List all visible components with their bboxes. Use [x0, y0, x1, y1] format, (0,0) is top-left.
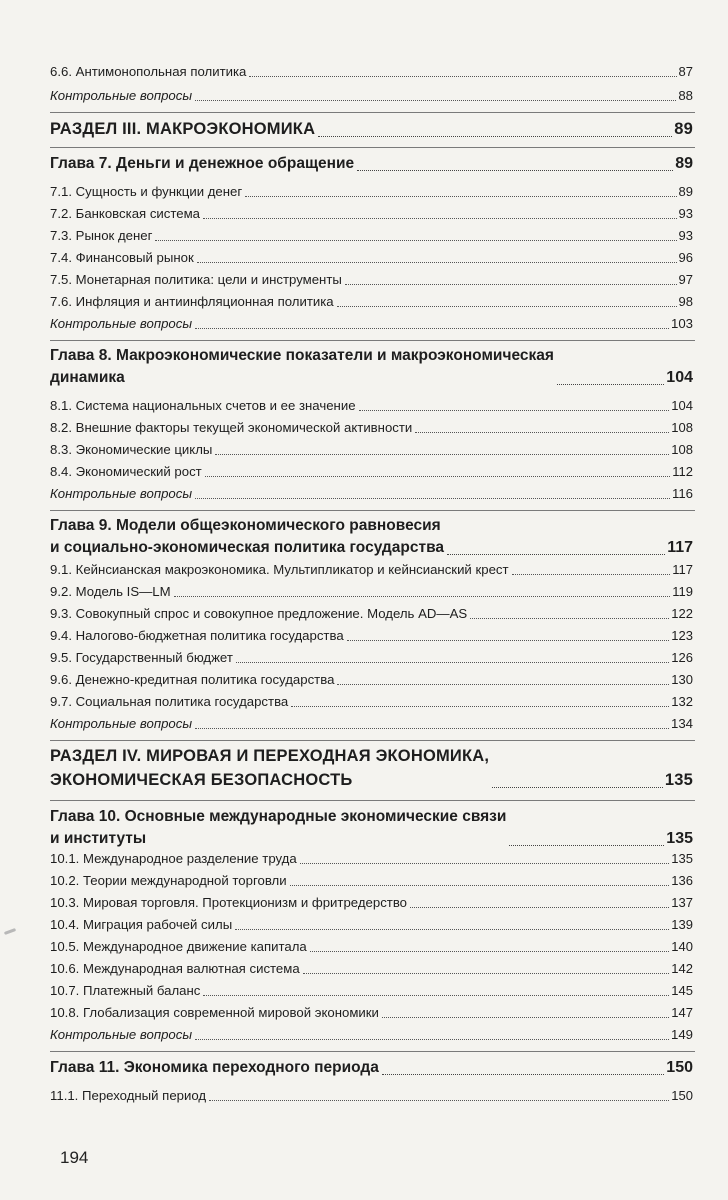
toc-page-number: 130	[671, 672, 693, 687]
toc-entry-title: Контрольные вопросы	[50, 1027, 193, 1042]
section-divider	[50, 340, 695, 341]
dot-leader	[337, 306, 677, 307]
toc-entry-title: 7.5. Монетарная политика: цели и инструменты	[50, 272, 342, 287]
toc-page-number: 139	[671, 917, 693, 932]
toc-subsection[interactable]	[50, 672, 693, 688]
toc-questions[interactable]	[50, 486, 693, 502]
toc-chapter[interactable]	[50, 1057, 693, 1079]
toc-subsection[interactable]	[50, 873, 693, 889]
toc-page-number: 93	[678, 228, 693, 243]
toc-entry-title: 10.7. Платежный баланс	[50, 983, 201, 998]
scan-mark	[4, 928, 16, 935]
toc-subsection[interactable]	[50, 294, 693, 310]
toc-questions[interactable]	[50, 716, 693, 732]
dot-leader	[410, 907, 669, 908]
toc-subsection[interactable]	[50, 983, 693, 999]
toc-page-number: 126	[671, 650, 693, 665]
section-divider	[50, 112, 695, 113]
toc-entry-title: 7.6. Инфляция и антиинфляционная политика	[50, 294, 334, 309]
toc-page-number: 104	[666, 369, 693, 386]
toc-entry-title: 8.3. Экономические циклы	[50, 442, 213, 457]
dot-leader	[195, 328, 669, 329]
toc-entry-title: Контрольные вопросы	[50, 486, 193, 501]
toc-page-number: 93	[678, 206, 693, 221]
toc-page-number: 96	[678, 250, 693, 265]
toc-entry-title: 7.3. Рынок денег	[50, 228, 153, 243]
toc-page-number: 89	[678, 184, 693, 199]
toc-page-number: 117	[672, 562, 693, 577]
toc-subsection[interactable]	[50, 184, 693, 200]
toc-entry-title: РАЗДЕЛ III. МАКРОЭКОНОМИКА	[50, 120, 316, 138]
toc-subsection[interactable]	[50, 694, 693, 710]
toc-questions[interactable]	[50, 1027, 693, 1043]
toc-entry-title: Контрольные вопросы	[50, 716, 193, 731]
toc-entry-title: Контрольные вопросы	[50, 88, 193, 103]
toc-page-number: 135	[671, 851, 693, 866]
dot-leader	[236, 662, 669, 663]
toc-entry-title-line1: Глава 8. Макроэкономические показатели и макроэкономическая	[50, 347, 554, 364]
toc-subsection[interactable]	[50, 442, 693, 458]
toc-entry-title: 10.8. Глобализация современной мировой экономики	[50, 1005, 379, 1020]
dot-leader	[195, 498, 670, 499]
dot-leader	[249, 76, 676, 77]
toc-page-number: 135	[666, 830, 693, 847]
dot-leader	[447, 554, 665, 555]
dot-leader	[359, 410, 670, 411]
toc-subsection[interactable]	[50, 917, 693, 933]
toc-section[interactable]	[50, 744, 693, 792]
toc-chapter[interactable]	[50, 345, 693, 389]
toc-entry-title-line2: и институты	[50, 830, 147, 847]
toc-section[interactable]	[50, 117, 693, 141]
toc-subsection[interactable]	[50, 228, 693, 244]
toc-subsection[interactable]	[50, 939, 693, 955]
dot-leader	[303, 973, 670, 974]
toc-page-number: 116	[671, 486, 693, 501]
toc-entry-title-line2: динамика	[50, 369, 125, 386]
toc-page-number: 89	[674, 120, 693, 138]
dot-leader	[337, 684, 669, 685]
toc-page-number: 112	[672, 464, 693, 479]
toc-page-number: 104	[671, 398, 693, 413]
toc-page-number: 142	[671, 961, 693, 976]
section-divider	[50, 147, 695, 148]
toc-page-number: 97	[678, 272, 693, 287]
toc-chapter[interactable]	[50, 806, 693, 850]
toc-page-number: 132	[671, 694, 693, 709]
toc-entry-title: 9.2. Модель IS—LM	[50, 584, 171, 599]
dot-leader	[382, 1074, 664, 1075]
toc-page-number: 150	[666, 1059, 693, 1076]
toc-entry-title: 7.1. Сущность и функции денег	[50, 184, 243, 199]
toc-entry-title: 9.7. Социальная политика государства	[50, 694, 289, 709]
toc-page-number: 135	[664, 771, 693, 789]
toc-entry-title-line1: Глава 10. Основные международные экономические связи	[50, 808, 507, 825]
toc-entry-title: 9.4. Налогово-бюджетная политика государства	[50, 628, 344, 643]
dot-leader	[215, 454, 669, 455]
dot-leader	[290, 885, 670, 886]
toc-subsection[interactable]	[50, 606, 693, 622]
toc-page-number: 103	[670, 316, 693, 331]
toc-questions[interactable]	[50, 316, 693, 332]
toc-entry-title-line2: ЭКОНОМИЧЕСКАЯ БЕЗОПАСНОСТЬ	[50, 771, 353, 789]
toc-page-number: 150	[671, 1088, 693, 1103]
toc-page-number: 117	[667, 539, 693, 556]
toc-page-number: 140	[671, 939, 693, 954]
toc-entry-title: 9.1. Кейнсианская макроэкономика. Мультипликатор и кейнсианский крест	[50, 562, 509, 577]
dot-leader	[195, 1039, 669, 1040]
toc-page-number: 108	[671, 442, 693, 457]
toc-entry-title: 9.6. Денежно-кредитная политика государства	[50, 672, 335, 687]
dot-leader	[318, 136, 672, 137]
dot-leader	[557, 384, 664, 385]
section-divider	[50, 740, 695, 741]
toc-subsection[interactable]	[50, 420, 693, 436]
toc-questions[interactable]	[50, 88, 693, 104]
toc-entry-title	[50, 806, 506, 850]
toc-page-number: 119	[672, 584, 693, 599]
toc-page-number: 149	[670, 1027, 693, 1042]
dot-leader	[470, 618, 669, 619]
dot-leader	[155, 240, 676, 241]
dot-leader	[492, 787, 663, 788]
toc-chapter[interactable]	[50, 515, 693, 559]
toc-subsection[interactable]	[50, 398, 693, 414]
toc-entry-title: 10.6. Международная валютная система	[50, 961, 300, 976]
toc-entry-title: 9.5. Государственный бюджет	[50, 650, 233, 665]
toc-chapter[interactable]	[50, 153, 693, 175]
toc-subsection[interactable]	[50, 961, 693, 977]
toc-entry-title: 7.2. Банковская система	[50, 206, 201, 221]
dot-leader	[203, 218, 677, 219]
dot-leader	[382, 1017, 669, 1018]
dot-leader	[174, 596, 671, 597]
toc-subsection[interactable]	[50, 1088, 693, 1104]
toc-subsection[interactable]	[50, 562, 693, 578]
toc-entry-title: 8.1. Система национальных счетов и ее значение	[50, 398, 356, 413]
toc-subsection[interactable]	[50, 206, 693, 222]
toc-entry-title	[50, 345, 554, 389]
toc-entry-title: 10.5. Международное движение капитала	[50, 939, 307, 954]
toc-page-number: 137	[671, 895, 693, 910]
toc-subsection[interactable]	[50, 628, 693, 644]
toc-entry-title: 8.2. Внешние факторы текущей экономической активности	[50, 420, 413, 435]
toc-entry-title-line1: Глава 9. Модели общеэкономического равновесия	[50, 517, 441, 534]
toc-page-number: 147	[671, 1005, 693, 1020]
toc-subsection[interactable]	[50, 1005, 693, 1021]
toc-entry-title: 7.4. Финансовый рынок	[50, 250, 194, 265]
dot-leader	[235, 929, 669, 930]
dot-leader	[205, 476, 671, 477]
dot-leader	[291, 706, 669, 707]
dot-leader	[195, 100, 676, 101]
toc-page-number: 123	[671, 628, 693, 643]
toc-page-number: 136	[671, 873, 693, 888]
toc-page-number: 98	[678, 294, 693, 309]
toc-entry-title	[50, 515, 444, 559]
section-divider	[50, 800, 695, 801]
toc-entry-title: Глава 7. Деньги и денежное обращение	[50, 155, 355, 172]
dot-leader	[203, 995, 669, 996]
toc-subsection[interactable]	[50, 851, 693, 867]
toc-entry-title: 10.1. Международное разделение труда	[50, 851, 297, 866]
toc-page-number: 88	[678, 88, 693, 103]
dot-leader	[357, 170, 673, 171]
toc-subsection[interactable]	[50, 64, 693, 80]
toc-subsection[interactable]	[50, 464, 693, 480]
dot-leader	[209, 1100, 669, 1101]
dot-leader	[512, 574, 671, 575]
toc-entry-title: 10.3. Мировая торговля. Протекционизм и фритредерство	[50, 895, 408, 910]
toc-entry-title: 10.2. Теории международной торговли	[50, 873, 287, 888]
toc-entry-title: 10.4. Миграция рабочей силы	[50, 917, 233, 932]
page-number: 194	[60, 1148, 89, 1167]
section-divider	[50, 1051, 695, 1052]
toc-entry-title: Контрольные вопросы	[50, 316, 193, 331]
toc-page-number: 108	[671, 420, 693, 435]
dot-leader	[195, 728, 669, 729]
toc-subsection[interactable]	[50, 272, 693, 288]
toc-entry-title: Глава 11. Экономика переходного периода	[50, 1059, 379, 1076]
dot-leader	[245, 196, 676, 197]
toc-entry-title: 6.6. Антимонопольная политика	[50, 64, 247, 79]
dot-leader	[415, 432, 669, 433]
toc-page-number: 87	[678, 64, 693, 79]
dot-leader	[300, 863, 670, 864]
toc-subsection[interactable]	[50, 584, 693, 600]
toc-subsection[interactable]	[50, 650, 693, 666]
dot-leader	[509, 845, 664, 846]
toc-entry-title-line1: РАЗДЕЛ IV. МИРОВАЯ И ПЕРЕХОДНАЯ ЭКОНОМИКА,	[50, 747, 490, 765]
toc-page-number: 122	[671, 606, 693, 621]
toc-subsection[interactable]	[50, 895, 693, 911]
toc-page-number: 145	[671, 983, 693, 998]
toc-page-number: 89	[675, 155, 693, 172]
section-divider	[50, 510, 695, 511]
toc-entry-title: 11.1. Переходный период	[50, 1088, 207, 1103]
dot-leader	[345, 284, 677, 285]
toc-entry-title-line2: и социально-экономическая политика государства	[50, 539, 445, 556]
toc-entry-title: 9.3. Совокупный спрос и совокупное предложение. Модель AD—AS	[50, 606, 468, 621]
dot-leader	[347, 640, 670, 641]
dot-leader	[197, 262, 677, 263]
dot-leader	[310, 951, 670, 952]
toc-entry-title: 8.4. Экономический рост	[50, 464, 202, 479]
toc-subsection[interactable]	[50, 250, 693, 266]
toc-entry-title	[50, 744, 489, 792]
toc-page-number: 134	[670, 716, 693, 731]
